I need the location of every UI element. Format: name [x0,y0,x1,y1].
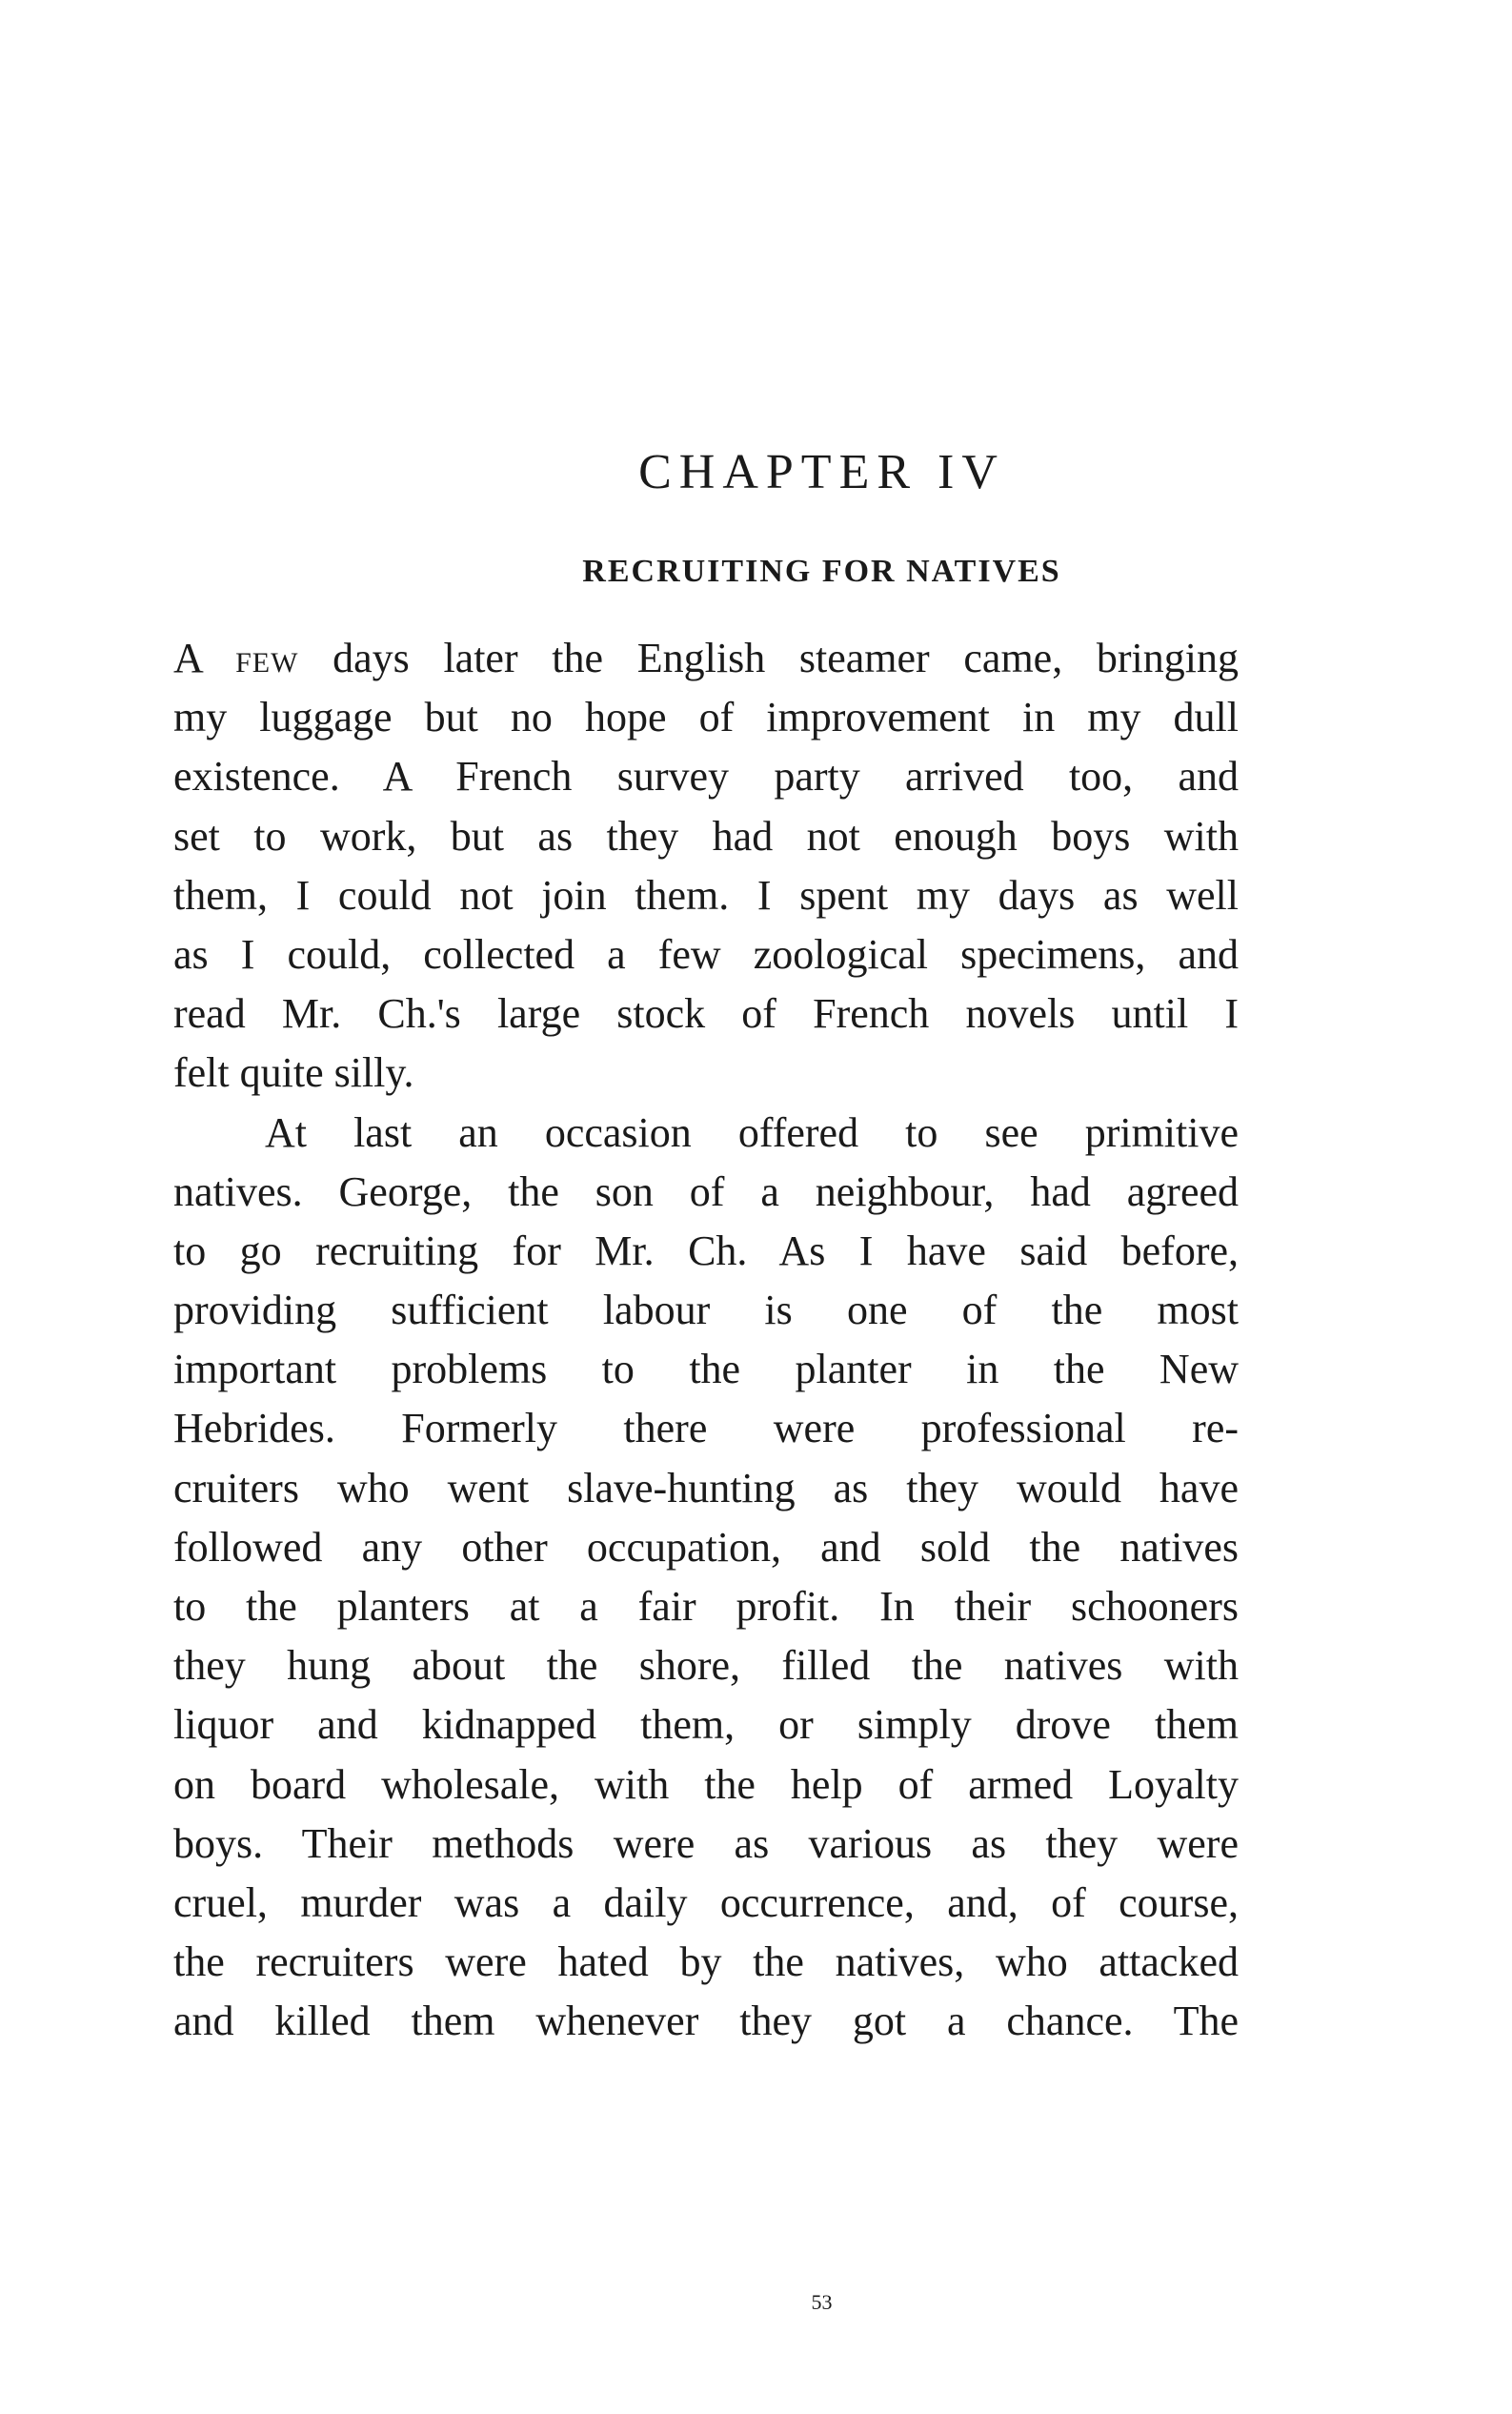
body-text [173,629,1239,2052]
text-line: my luggage but no hope of improvement in my dull [173,694,1239,741]
text-line: Hebrides. Formerly there were professional re- [173,1405,1239,1452]
text-line: cruiters who went slave-hunting as they would have [173,1464,1239,1511]
text-line: read Mr. Ch.'s large stock of French novels until I [173,990,1239,1038]
text-line: felt quite silly. [173,1049,414,1097]
chapter-number: CHAPTER IV [638,445,1005,499]
text-line: they hung about the shore, filled the natives with [173,1642,1239,1690]
text-line: set to work, but as they had not enough boys with [173,812,1239,860]
text-line: the recruiters were hated by the natives, who attacked [173,1938,1239,1986]
chapter-title: RECRUITING FOR NATIVES [582,554,1061,589]
text-line: as I could, collected a few zoological specimens, and [173,930,1239,978]
text-line: existence. A French survey party arrived too, and [173,753,1239,801]
text-line: natives. George, the son of a neighbour, had agreed [173,1167,1239,1215]
text-line: them, I could not join them. I spent my days as well [173,871,1239,919]
text-line: providing sufficient labour is one of the most [173,1287,1239,1334]
text-line: liquor and kidnapped them, or simply drove them [173,1701,1239,1749]
text-line: important problems to the planter in the New [173,1346,1239,1393]
text-line [173,629,1239,688]
text-line: boys. Their methods were as various as they were [173,1819,1239,1867]
text-line: cruel, murder was a daily occurrence, and, of course, [173,1878,1239,1926]
text-line: on board wholesale, with the help of armed Loyalty [173,1760,1239,1808]
text-line: and killed them whenever they got a chance. The [173,1998,1239,2045]
small-caps-word: FEW [235,647,299,679]
text-line: followed any other occupation, and sold the natives [173,1523,1239,1571]
text-line: to go recruiting for Mr. Ch. As I have said before, [173,1227,1239,1274]
text-line: to the planters at a fair profit. In their schooners [173,1583,1239,1630]
dropcap-letter: A [173,635,202,681]
page-number: 53 [811,2290,833,2314]
line-text: days later the English steamer came, bringing [333,635,1240,681]
text-line: At last an occasion offered to see primitive [265,1108,1239,1156]
